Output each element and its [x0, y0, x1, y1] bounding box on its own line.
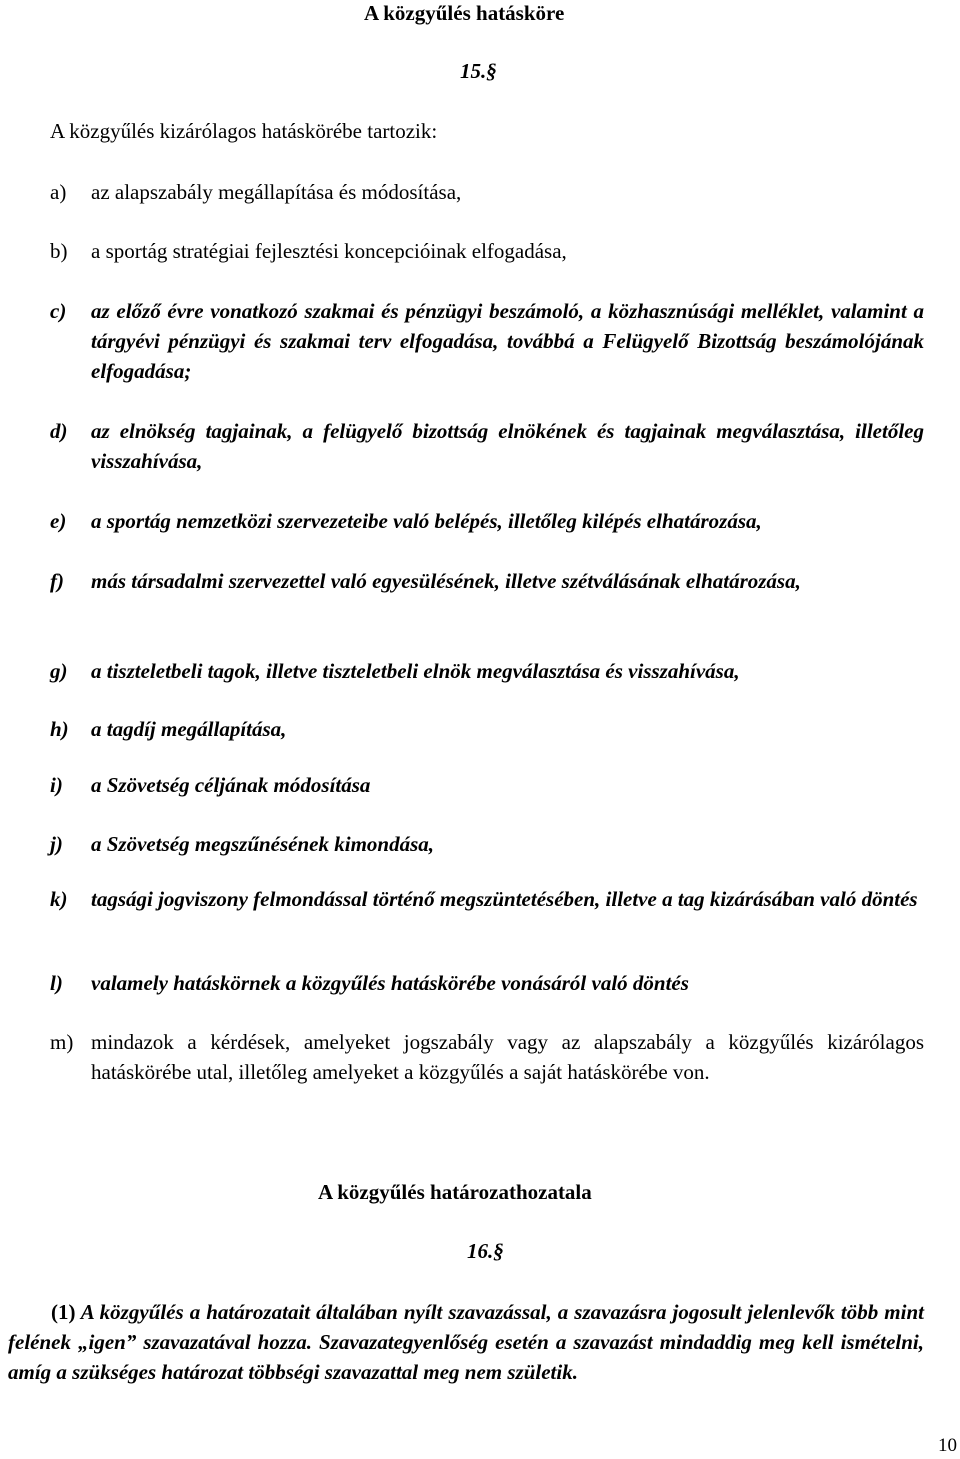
list-item-a: [50, 177, 924, 207]
paragraph-text: A közgyűlés a határozatait általában nyílt szavazással, a szavazásra jogosult jelenlevők több mint felének „igen” szavazatával hozza. Szavazategyenlőség esetén a szavazást mindaddig meg kell ismételni, amíg a szükséges határozat többségi szavazattal meg nem születik.: [8, 1300, 924, 1384]
section-number: 16.§: [467, 1239, 504, 1263]
list-item-text: a Szövetség megszűnésének kimondása,: [91, 832, 435, 856]
page-number: 10: [938, 1435, 957, 1456]
list-item-g: [50, 656, 924, 686]
list-item-label: a): [50, 180, 67, 204]
list-item-text: a sportág stratégiai fejlesztési koncepcióinak elfogadása,: [91, 239, 567, 263]
list-item-text: tagsági jogviszony felmondással történő megszüntetésében, illetve a tag kizárásában való döntés: [91, 887, 918, 911]
list-item-e: [50, 506, 924, 536]
list-item-d: [50, 416, 924, 476]
list-item-text: a sportág nemzetközi szervezeteibe való belépés, illetőleg kilépés elhatározása,: [91, 509, 762, 533]
list-item-label: b): [50, 239, 68, 263]
section-heading: A közgyűlés hatásköre: [364, 1, 565, 25]
list-item-label: h): [50, 717, 69, 741]
list-item-text: valamely hatáskörnek a közgyűlés hatáskörébe vonásáról való döntés: [91, 971, 689, 995]
list-item-text: a tagdíj megállapítása,: [91, 717, 287, 741]
list-item-label: k): [50, 887, 68, 911]
list-item-text: az alapszabály megállapítása és módosítása,: [91, 180, 462, 204]
list-item-b: [50, 236, 924, 266]
list-item-label: d): [50, 419, 68, 443]
list-item-text: a tiszteletbeli tagok, illetve tiszteletbeli elnök megválasztása és visszahívása,: [91, 659, 740, 683]
list-item-h: [50, 714, 924, 744]
section-heading: A közgyűlés határozathozatala: [318, 1180, 592, 1204]
list-item-label: j): [50, 832, 63, 856]
list-item-i: [50, 770, 924, 800]
list-item-label: g): [50, 659, 68, 683]
section-number: 15.§: [460, 59, 497, 83]
list-item-c: [50, 296, 924, 386]
list-item-j: [50, 829, 924, 859]
list-item-text: más társadalmi szervezettel való egyesülésének, illetve szétválásának elhatározása,: [91, 569, 801, 593]
list-item-text: a Szövetség céljának módosítása: [91, 773, 371, 797]
list-item-label: m): [50, 1030, 74, 1054]
list-item-l: [50, 968, 924, 998]
list-item-text: mindazok a kérdések, amelyeket jogszabály vagy az alapszabály a közgyűlés kizárólagos hatáskörébe utal, illetőleg amelyeket a közgyűlés a saját hatáskörébe von.: [91, 1030, 924, 1084]
list-item-label: f): [50, 569, 64, 593]
list-item-label: c): [50, 299, 67, 323]
list-item-text: az előző évre vonatkozó szakmai és pénzügyi beszámoló, a közhasznúsági melléklet, valamint a tárgyévi pénzügyi és szakmai terv elfogadása, továbbá a Felügyelő Bizottság beszámolójának elfogadása;: [91, 299, 924, 383]
list-item-f: [50, 566, 924, 596]
list-item-text: az elnökség tagjainak, a felügyelő bizottság elnökének és tagjainak megválasztása, illetőleg visszahívása,: [91, 419, 924, 473]
paragraph-1: [8, 1297, 924, 1387]
list-item-k: [50, 884, 924, 914]
list-item-label: i): [50, 773, 63, 797]
paragraph-label: (1): [51, 1300, 76, 1324]
section-intro: A közgyűlés kizárólagos hatáskörébe tartozik:: [50, 119, 438, 143]
list-item-m: [50, 1027, 924, 1087]
list-item-label: l): [50, 971, 63, 995]
list-item-label: e): [50, 509, 67, 533]
